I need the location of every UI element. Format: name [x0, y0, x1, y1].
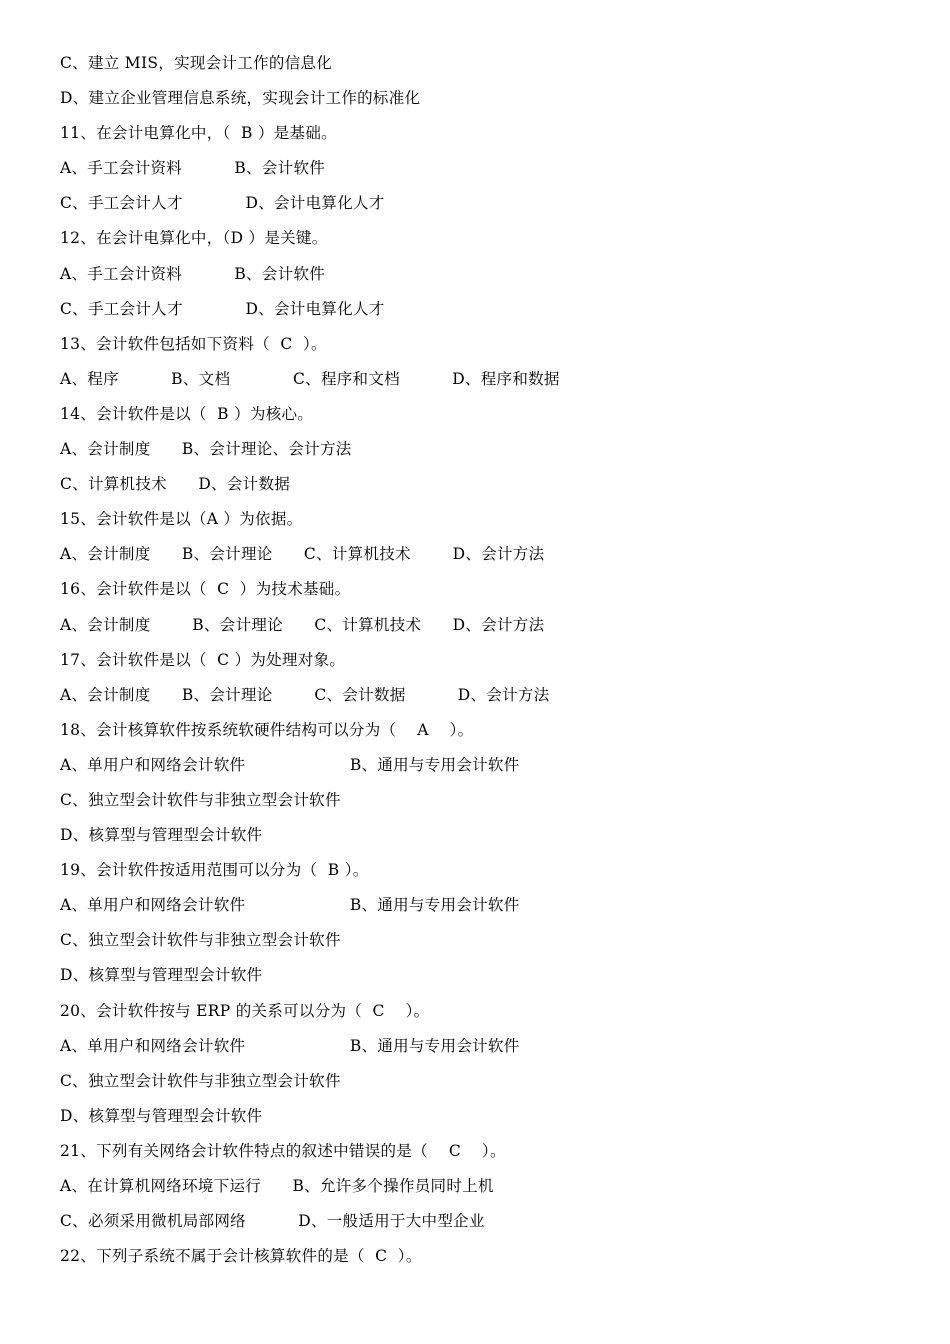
options-line: A、单用户和网络会计软件 B、通用与专用会计软件	[60, 1036, 520, 1055]
question-12: 12、在会计电算化中，（D ）是关键。	[60, 229, 328, 248]
options-line: A、手工会计资料 B、会计软件	[60, 264, 326, 283]
options-line: C、必须采用微机局部网络 D、一般适用于大中型企业	[60, 1212, 485, 1231]
options-line: A、手工会计资料 B、会计软件	[60, 159, 326, 178]
options-line: D、核算型与管理型会计软件	[60, 1106, 263, 1125]
options-line: D、核算型与管理型会计软件	[60, 826, 263, 845]
question-18: 18、会计核算软件按系统软硬件结构可以分为（ A ）。	[60, 720, 474, 739]
options-line: C、独立型会计软件与非独立型会计软件	[60, 931, 341, 950]
options-line: C、独立型会计软件与非独立型会计软件	[60, 1071, 341, 1090]
options-line: A、程序 B、文档 C、程序和文档 D、程序和数据	[60, 369, 560, 388]
question-11: 11、在会计电算化中，（ B ）是基础。	[60, 124, 337, 143]
options-line: A、会计制度 B、会计理论 C、计算机技术 D、会计方法	[60, 615, 545, 634]
options-line: C、独立型会计软件与非独立型会计软件	[60, 790, 341, 809]
options-line: A、单用户和网络会计软件 B、通用与专用会计软件	[60, 755, 520, 774]
options-line: D、核算型与管理型会计软件	[60, 966, 263, 985]
options-line: C、手工会计人才 D、会计电算化人才	[60, 194, 385, 213]
question-19: 19、会计软件按适用范围可以分为（ B ）。	[60, 861, 369, 880]
text-line: D、建立企业管理信息系统，实现会计工作的标准化	[60, 89, 421, 108]
text-line: C、建立 MIS，实现会计工作的信息化	[60, 54, 333, 72]
question-17: 17、会计软件是以（ C ）为处理对象。	[60, 650, 346, 669]
question-22: 22、下列子系统不属于会计核算软件的是（ C ）。	[60, 1247, 422, 1266]
question-15: 15、会计软件是以（A ）为依据。	[60, 510, 303, 529]
question-16: 16、会计软件是以（ C ）为技术基础。	[60, 580, 351, 599]
question-21: 21、下列有关网络会计软件特点的叙述中错误的是（ C ）。	[60, 1141, 506, 1160]
options-line: C、计算机技术 D、会计数据	[60, 475, 291, 494]
options-line: C、手工会计人才 D、会计电算化人才	[60, 299, 385, 318]
document-page	[60, 48, 900, 1276]
options-line: A、在计算机网络环境下运行 B、允许多个操作员同时上机	[60, 1177, 494, 1195]
question-20: 20、会计软件按与 ERP 的关系可以分为（ C ）。	[60, 1001, 430, 1020]
options-line: A、会计制度 B、会计理论 C、计算机技术 D、会计方法	[60, 545, 545, 564]
question-13: 13、会计软件包括如下资料（ C ）。	[60, 334, 327, 353]
options-line: A、会计制度 B、会计理论、会计方法	[60, 440, 352, 459]
question-14: 14、会计软件是以（ B ）为核心。	[60, 404, 314, 423]
options-line: A、单用户和网络会计软件 B、通用与专用会计软件	[60, 896, 520, 915]
options-line: A、会计制度 B、会计理论 C、会计数据 D、会计方法	[60, 685, 550, 704]
